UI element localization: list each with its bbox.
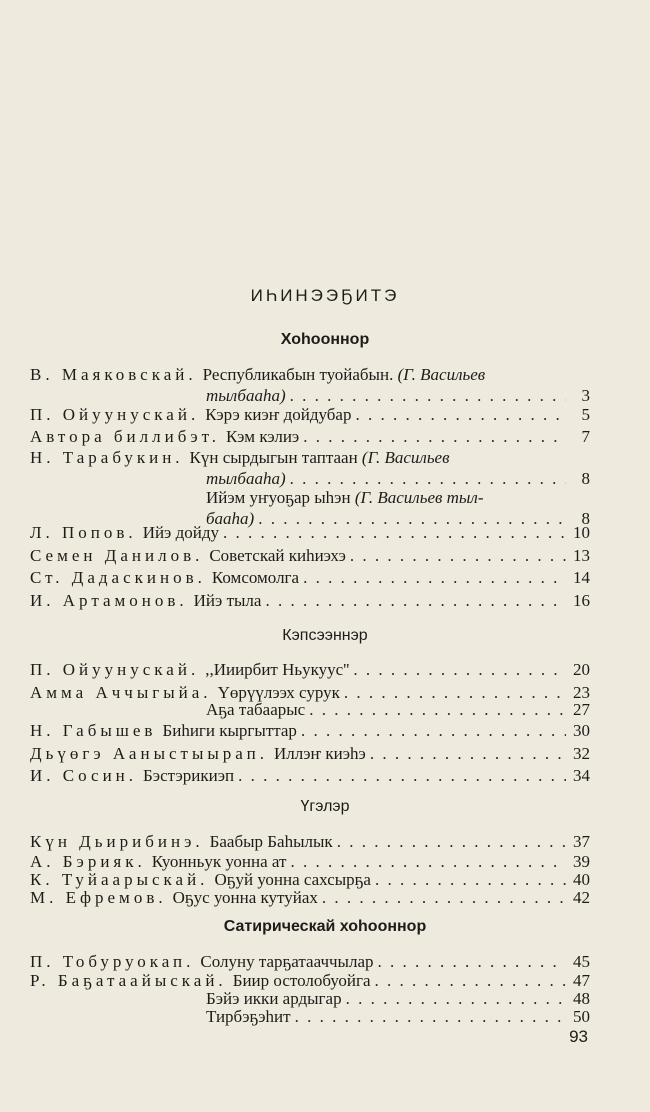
entry-page: 23 — [573, 683, 590, 702]
entry-author: П. Тобуруокап. — [30, 952, 195, 971]
toc-entry — [30, 447, 590, 489]
toc-entry — [30, 545, 590, 566]
toc-entry — [30, 659, 590, 680]
entry-title: Биһиги кыргыттар — [162, 721, 297, 740]
entry-title: Бэйэ икки ардыгар — [206, 989, 342, 1008]
page-number: 93 — [569, 1027, 588, 1046]
entry-title: Үөрүүлээх сурук — [217, 683, 340, 702]
entry-title: Тирбэҕэһит — [206, 1007, 291, 1026]
toc-entry — [30, 426, 590, 447]
toc-entry — [30, 951, 590, 972]
leader-dots — [223, 522, 566, 543]
entry-author: Н. Тарабукин. — [30, 448, 184, 467]
entry-page: 3 — [581, 386, 590, 405]
leader-dots — [295, 1006, 566, 1027]
entry-author: П. Ойуунускай. — [30, 660, 200, 679]
section-title-satire: Сатирическай хоһооннор — [223, 918, 427, 935]
entry-title: Комсомолга — [211, 568, 300, 587]
entry-page: 48 — [573, 989, 590, 1008]
entry-title: Оҕуй уонна сахсырҕа — [214, 870, 371, 889]
leader-dots — [322, 887, 566, 908]
leader-dots — [337, 831, 566, 852]
toc-entry — [30, 590, 590, 611]
entry-title: Советскай киһиэхэ — [209, 546, 346, 565]
entry-note: тылбааһа) — [206, 386, 286, 405]
entry-note: бааһа) — [206, 509, 255, 528]
entry-author: И. Сосин. — [30, 766, 138, 785]
toc-entry — [30, 887, 590, 908]
leader-dots — [353, 659, 566, 680]
entry-author: Дьүөгэ Ааныстыырап. — [30, 744, 268, 763]
toc-entry — [30, 404, 590, 425]
toc-entry — [30, 567, 590, 588]
entry-title: Күн сырдыгын таптаан — [189, 448, 358, 467]
entry-note: (Г. Васильев — [397, 365, 486, 384]
leader-dots — [378, 951, 566, 972]
entry-author: Автора биллибэт. — [30, 427, 221, 446]
entry-page: 42 — [573, 888, 590, 907]
entry-title: Баабыр Баһылык — [209, 832, 333, 851]
entry-page: 45 — [573, 952, 590, 971]
entry-page: 47 — [573, 971, 590, 990]
entry-title: Республикабын туойабын. — [202, 365, 394, 384]
section-title-fables: Үгэлэр — [300, 798, 350, 815]
entry-title: Ийэ дойду — [142, 523, 220, 542]
entry-page: 34 — [573, 766, 590, 785]
entry-note: (Г. Васильев тыл- — [354, 488, 484, 507]
entry-page: 5 — [581, 405, 590, 424]
toc-entry — [30, 831, 590, 852]
entry-author: Күн Дьирибинэ. — [30, 832, 204, 851]
entry-page: 39 — [573, 852, 590, 871]
toc-entry — [30, 720, 590, 741]
entry-page: 10 — [573, 523, 590, 542]
entry-title: Ийэм уҥуоҕар ыһэн — [206, 488, 351, 507]
entry-page: 20 — [573, 660, 590, 679]
entry-page: 14 — [573, 568, 590, 587]
entry-title: Бэстэрикиэп — [143, 766, 235, 785]
entry-title: ,,Ииирбит Ньукуус'' — [205, 660, 350, 679]
entry-page: 16 — [573, 591, 590, 610]
entry-author: Амма Аччыгыйа. — [30, 683, 212, 702]
entry-title: Кэрэ киэҥ дойдубар — [205, 405, 352, 424]
entry-page: 32 — [573, 744, 590, 763]
entry-title: Аҕа табаарыс — [206, 700, 306, 719]
toc-entry — [30, 743, 590, 764]
leader-dots — [309, 699, 566, 720]
entry-page: 8 — [581, 509, 590, 528]
entry-title: Биир остолобуойга — [232, 971, 371, 990]
entry-author: Семен Данилов. — [30, 546, 204, 565]
entry-title: Оҕус уонна кутуйах — [172, 888, 318, 907]
entry-title: Куонньук уонна ат — [151, 852, 287, 871]
entry-page: 27 — [573, 700, 590, 719]
entry-author: П. Ойуунускай. — [30, 405, 200, 424]
entry-title: Ийэ тыла — [193, 591, 262, 610]
entry-author: Р. Баҕатаайыскай. — [30, 971, 227, 990]
toc-entry — [30, 1006, 590, 1027]
entry-title: Иллэҥ киэһэ — [273, 744, 366, 763]
entry-author: А. Бэрияк. — [30, 852, 146, 871]
leader-dots — [370, 743, 566, 764]
entry-author: М. Ефремов. — [30, 888, 167, 907]
entry-author: К. Туйаарыскай. — [30, 870, 209, 889]
entry-author: Ст. Дадаскинов. — [30, 568, 206, 587]
toc-entry — [30, 522, 590, 543]
leader-dots — [290, 468, 566, 489]
leader-dots — [303, 426, 566, 447]
entry-author: Н. Габышев — [30, 721, 157, 740]
leader-dots — [265, 590, 566, 611]
section-title-poems: Хоһооннор — [280, 331, 370, 348]
entry-author: Л. Попов. — [30, 523, 137, 542]
leader-dots — [303, 567, 566, 588]
toc-entry — [30, 364, 590, 406]
section-title-stories: Кэпсээннэр — [282, 627, 368, 644]
entry-page: 13 — [573, 546, 590, 565]
leader-dots — [290, 385, 566, 406]
page-heading: ИҺИНЭЭҔИТЭ — [250, 286, 400, 305]
entry-author: В. Маяковскай. — [30, 365, 197, 384]
toc-entry — [30, 765, 590, 786]
entry-page: 40 — [573, 870, 590, 889]
leader-dots — [238, 765, 566, 786]
entry-page: 37 — [573, 832, 590, 851]
leader-dots — [355, 404, 566, 425]
entry-author: И. Артамонов. — [30, 591, 188, 610]
leader-dots — [301, 720, 566, 741]
entry-title: Солуну тарҕатааччылар — [200, 952, 374, 971]
leader-dots — [350, 545, 566, 566]
entry-note: (Г. Васильев — [361, 448, 450, 467]
entry-title: Кэм кэлиэ — [226, 427, 300, 446]
entry-page: 50 — [573, 1007, 590, 1026]
entry-note: тылбааһа) — [206, 469, 286, 488]
entry-page: 8 — [581, 469, 590, 488]
entry-page: 7 — [581, 427, 590, 446]
toc-entry — [30, 699, 590, 720]
entry-page: 30 — [573, 721, 590, 740]
